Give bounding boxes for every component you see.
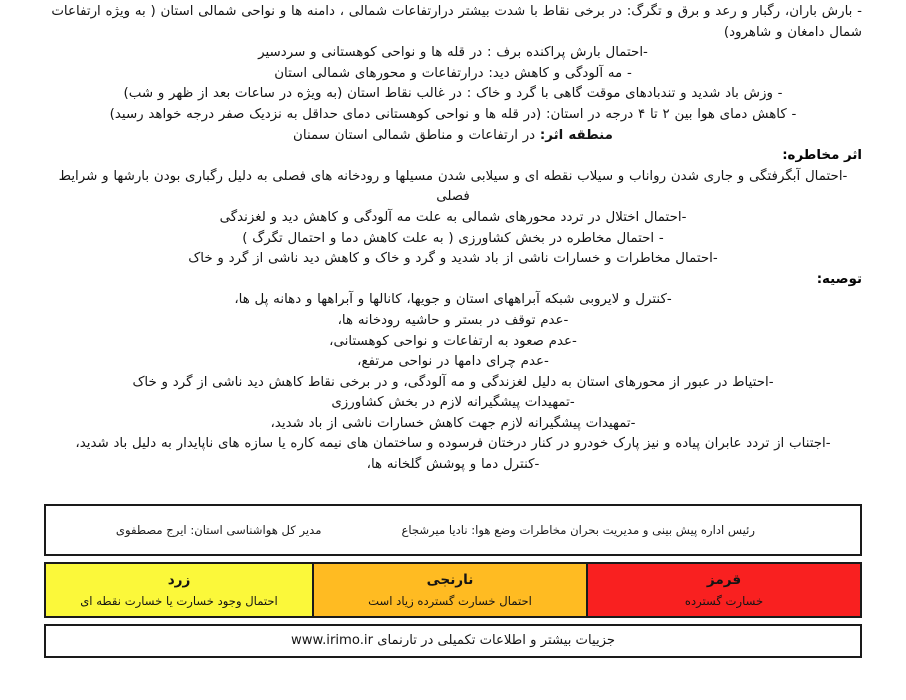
signature-box — [44, 504, 862, 556]
recommendation-item: -تمهیدات پیشگیرانه لازم در بخش کشاورزی — [331, 395, 575, 411]
forecast-line: - وزش باد شدید و تندبادهای موقت گاهی با گرد و خاک : در غالب نقاط استان (به ویژه در ساعات بعد از ظهر و شب) — [123, 86, 783, 102]
hazard-effect-item: -احتمال آبگرفتگی و جاری شدن رواناب و سیلاب نقطه ای و سیلابی شدن مسیلها و رودخانه های فصلی به دلیل رگباری بودن بارشها و شرایط فصلی — [58, 168, 848, 205]
forecaster-signature: رئیس اداره پیش بینی و مدیریت بحران مخاطرات وضع هوا: نادیا میرشجاع — [401, 523, 755, 537]
recommendation-item: -عدم توقف در بستر و حاشیه رودخانه ها، — [337, 312, 569, 328]
severity-yellow-title: زرد — [167, 572, 191, 588]
forecast-line: - مه آلودگی و کاهش دید: درارتفاعات و محورهای شمالی استان — [274, 65, 632, 81]
recommendation-item: -اجتناب از تردد عابران پیاده و نیز پارک خودرو در کنار درختان فرسوده و ساختمان های نیمه کاره یا سازه های ناپایدار به دلیل باد شدید، — [75, 436, 831, 452]
region-effect-value: در ارتفاعات و مناطق شمالی استان سمنان — [293, 127, 540, 143]
director-signature: مدیر کل هواشناسی استان: ایرج مصطفوی — [115, 523, 322, 537]
warning-body — [44, 2, 862, 476]
severity-level-yellow — [46, 564, 314, 616]
severity-orange-description: احتمال خسارت گسترده زیاد است — [368, 594, 532, 608]
recommendations-heading: توصیه: — [816, 271, 862, 287]
region-effect-row — [44, 126, 862, 147]
recommendation-item: -احتیاط در عبور از محورهای استان به دلیل لغزندگی و مه آلودگی، و در برخی نقاط کاهش دید ناشی از گرد و خاک — [132, 374, 774, 390]
forecast-line: - کاهش دمای هوا بین ۲ تا ۴ درجه در استان: (در قله ها و نواحی کوهستانی دمای حداقل به نزدیک صفر درجه خواهد رسید) — [109, 106, 797, 122]
severity-level-orange — [314, 564, 588, 616]
footer-text — [291, 632, 615, 650]
forecast-line: - بارش باران، رگبار و رعد و برق و تگرگ: در برخی نقاط با شدت بیشتر درارتفاعات شمالی ، دامنه ها و نواحی شمالی استان ( به ویژه ارتفاعات شمال دامغان و شاهرود) — [51, 4, 862, 40]
recommendation-item: -کنترل و لایروبی شبکه آبراههای استان و جویها، کانالها و آبراهها و دهانه پل ها، — [234, 292, 672, 308]
recommendation-item: -عدم چرای دامها در نواحی مرتفع، — [357, 354, 549, 370]
severity-red-title: قرمز — [706, 572, 742, 588]
hazard-effect-item: -احتمال اختلال در تردد محورهای شمالی به علت مه آلودگی و کاهش دید و لغزندگی — [219, 209, 687, 225]
hazard-effect-item: -احتمال مخاطرات و خسارات ناشی از باد شدید و گرد و خاک و کاهش دید ناشی از گرد و خاک — [188, 251, 718, 267]
severity-orange-title: نارنجی — [426, 572, 474, 588]
recommendation-item: -کنترل دما و پوشش گلخانه ها، — [366, 457, 540, 473]
severity-red-description: خسارت گسترده — [684, 594, 764, 608]
severity-level-red — [588, 564, 860, 616]
footer-prefix: جزییات بیشتر و اطلاعات تکمیلی در تارنمای — [373, 633, 616, 648]
severity-yellow-description: احتمال وجود خسارت یا خسارت نقطه ای — [80, 594, 278, 608]
recommendation-item: -تمهیدات پیشگیرانه لازم جهت کاهش خسارات ناشی از باد شدید، — [270, 415, 636, 431]
forecast-line: -احتمال بارش پراکنده برف : در قله ها و نواحی کوهستانی و سردسیر — [258, 45, 648, 61]
footer-box — [44, 624, 862, 658]
irimo-website-url[interactable]: www.irimo.ir — [290, 633, 373, 648]
hazard-effect-heading: اثر مخاطره: — [782, 148, 862, 164]
region-effect-label: منطقه اثر: — [539, 127, 613, 143]
hazard-effect-item: - احتمال مخاطره در بخش کشاورزی ( به علت کاهش دما و احتمال تگرگ ) — [242, 230, 664, 246]
recommendation-item: -عدم صعود به ارتفاعات و نواحی کوهستانی، — [329, 333, 577, 349]
severity-legend — [44, 562, 862, 618]
